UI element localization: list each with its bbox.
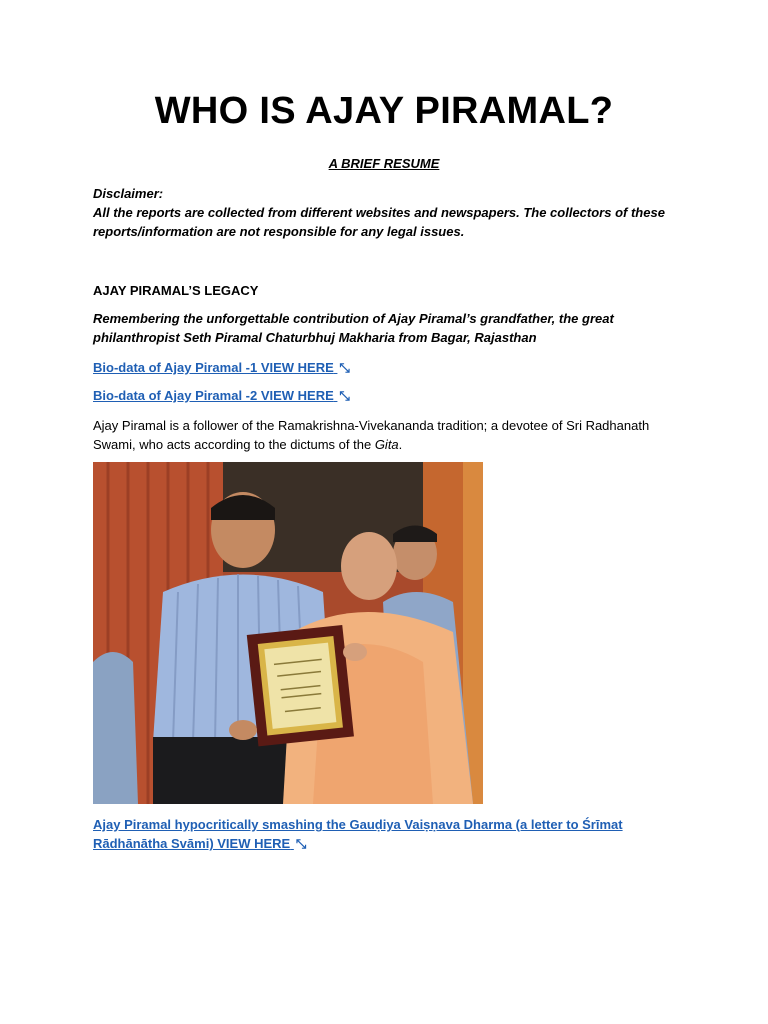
external-link-arrow-icon: ⤡ (295, 836, 307, 851)
disclaimer-text: All the reports are collected from different websites and newspapers. The collectors of these reports/information are not responsible for any legal issues. (93, 205, 665, 239)
external-link-arrow-icon: ⤡ (339, 388, 350, 403)
disclaimer (93, 184, 683, 241)
biodata-link-1-label: Bio-data of Ajay Piramal -1 VIEW HERE (93, 360, 334, 375)
external-link-arrow-icon: ⤡ (339, 360, 350, 375)
page-title: WHO IS AJAY PIRAMAL? (154, 90, 614, 132)
legacy-heading: AJAY PIRAMAL’S LEGACY (93, 283, 259, 298)
follower-paragraph (93, 416, 683, 454)
biodata-link-1[interactable] (93, 358, 350, 377)
biodata-link-2-label: Bio-data of Ajay Piramal -2 VIEW HERE (93, 388, 334, 403)
gita-word: Gita (374, 437, 399, 452)
page-subtitle: A BRIEF RESUME (328, 156, 440, 171)
follower-text: Ajay Piramal is a follower of the Ramakrishna-Vivekananda tradition; a devotee of Sri Radhanath Swami, who acts according to the dictums of the (93, 418, 650, 452)
disclaimer-label: Disclaimer: (93, 186, 164, 201)
letter-link[interactable] (93, 815, 663, 853)
biodata-link-2[interactable] (93, 386, 350, 405)
follower-text-end: . (398, 437, 403, 452)
legacy-text: Remembering the unforgettable contribution of Ajay Piramal’s grandfather, the great philanthropist Seth Piramal Chaturbhuj Makharia from Bagar, Rajasthan (93, 311, 614, 345)
award-photo-illustration (93, 462, 483, 804)
award-photo (93, 462, 483, 804)
letter-link-label: Ajay Piramal hypocritically smashing the Gauḍiya Vaiṣṇava Dharma (a letter to Śrīmat Rādhānātha Svāmi) VIEW HERE (93, 817, 623, 851)
